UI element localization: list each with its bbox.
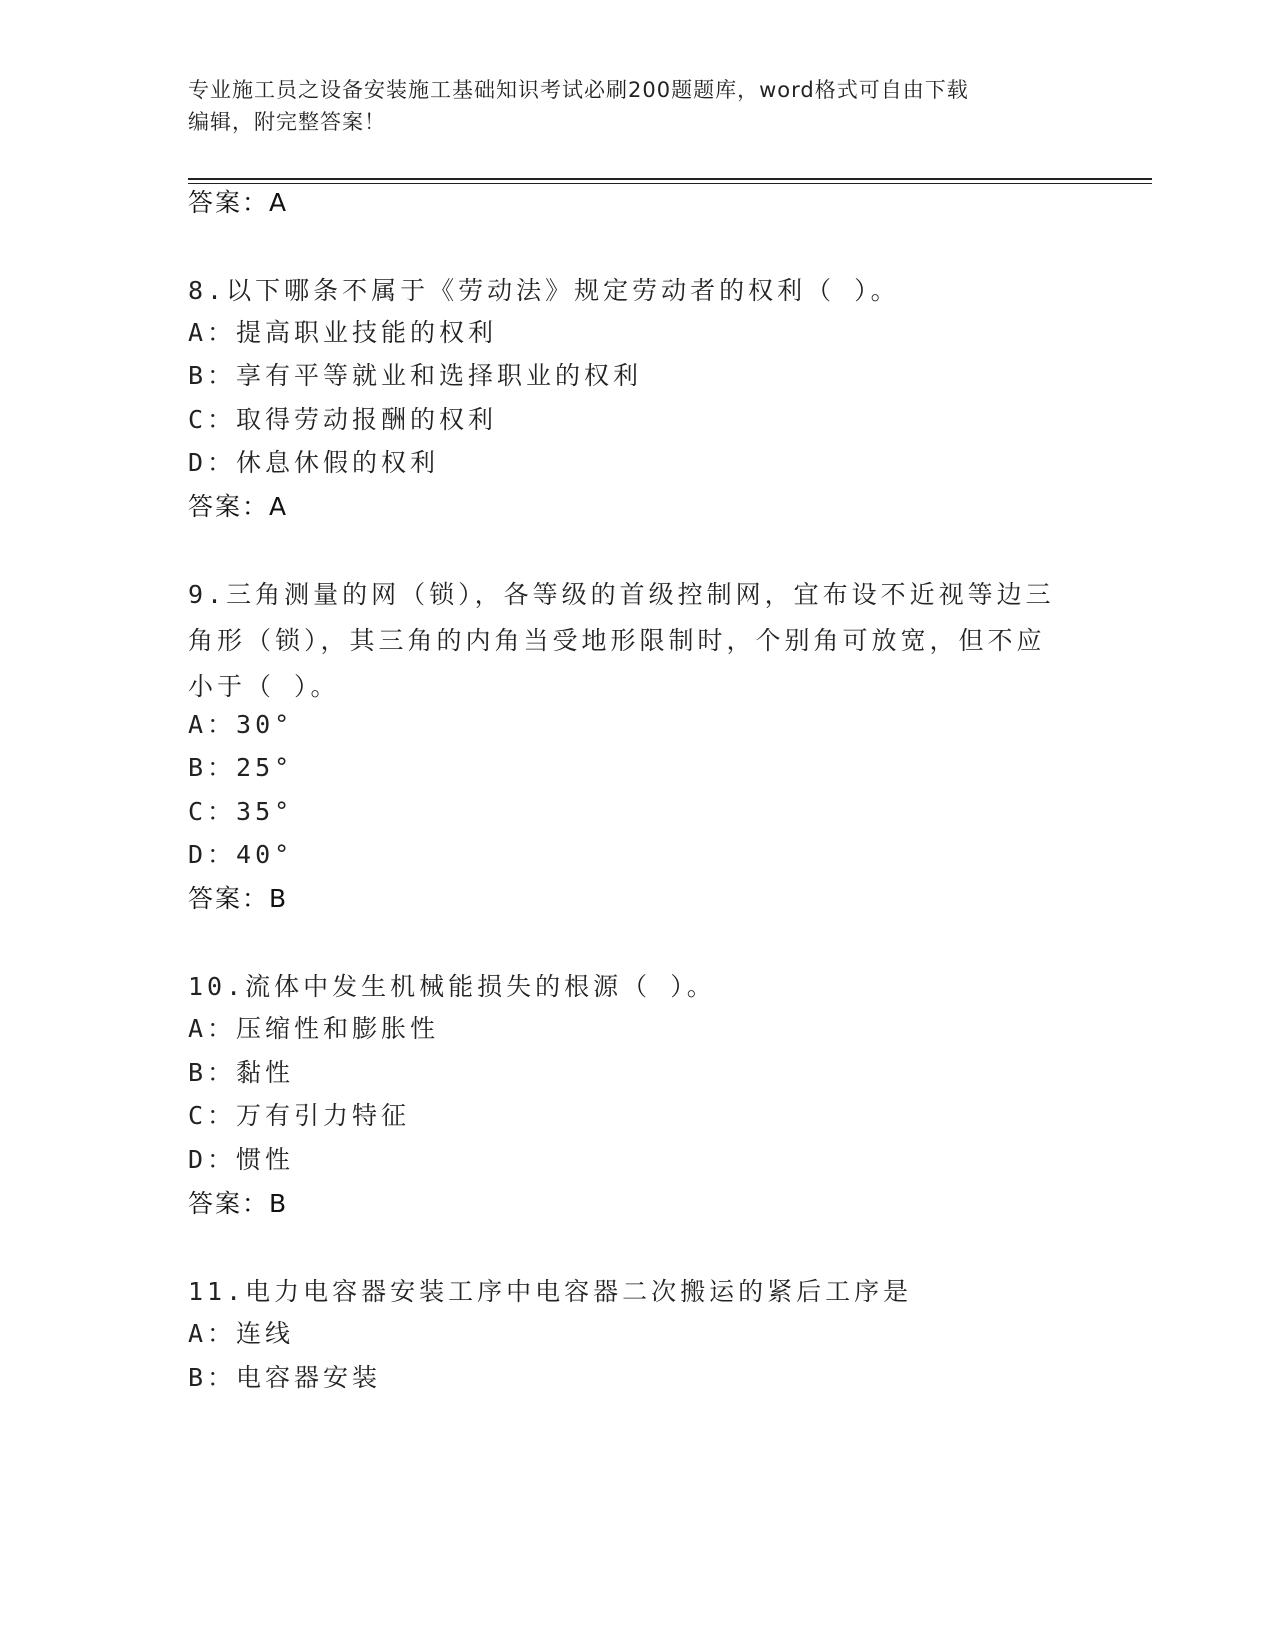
option-a: A：提高职业技能的权利	[188, 318, 498, 347]
question-line-3: 小于（ ）。	[188, 672, 340, 701]
question-text: 电力电容器安装工序中电容器二次搬运的紧后工序是	[245, 1277, 913, 1306]
option-d: D：休息休假的权利	[188, 448, 440, 477]
question-number: 8.	[188, 276, 227, 305]
option-c: C：取得劳动报酬的权利	[188, 405, 498, 434]
question-number: 10.	[188, 972, 246, 1001]
answer-line: 答案：B	[188, 884, 289, 913]
option-c: C：万有引力特征	[188, 1101, 411, 1130]
option-b: B：享有平等就业和选择职业的权利	[188, 361, 643, 390]
question-10	[188, 964, 1068, 1010]
header-rule-thick	[188, 178, 1152, 180]
question-text: 三角测量的网（锁），各等级的首级控制网，宜布设不近视等边三	[226, 580, 1055, 609]
option-b: B：电容器安装	[188, 1363, 382, 1392]
document-header	[188, 74, 1068, 138]
option-a: A：连线	[188, 1319, 295, 1348]
header-line-2: 编辑，附完整答案！	[188, 110, 386, 134]
question-text: 流体中发生机械能损失的根源（ ）。	[245, 972, 716, 1001]
question-number: 11.	[188, 1277, 246, 1306]
answer-line: 答案：A	[188, 188, 289, 217]
question-text: 以下哪条不属于《劳动法》规定劳动者的权利（ ）。	[226, 276, 900, 305]
option-d: D：40°	[188, 840, 294, 869]
question-11	[188, 1269, 1068, 1315]
header-rule-thin	[188, 183, 1152, 184]
question-8	[188, 268, 1068, 314]
option-c: C：35°	[188, 797, 294, 826]
question-line-2: 角形（锁），其三角的内角当受地形限制时，个别角可放宽，但不应	[188, 626, 1046, 655]
question-9	[188, 572, 1068, 710]
question-number: 9.	[188, 580, 227, 609]
question-line-1	[188, 572, 1068, 618]
answer-line: 答案：A	[188, 492, 289, 521]
option-b: B：25°	[188, 753, 294, 782]
option-a: A：30°	[188, 710, 294, 739]
option-d: D：惯性	[188, 1145, 295, 1174]
header-line-1: 专业施工员之设备安装施工基础知识考试必刷200题题库，word格式可自由下载	[188, 78, 969, 102]
option-a: A：压缩性和膨胀性	[188, 1014, 440, 1043]
option-b: B：黏性	[188, 1058, 295, 1087]
answer-line: 答案：B	[188, 1189, 289, 1218]
